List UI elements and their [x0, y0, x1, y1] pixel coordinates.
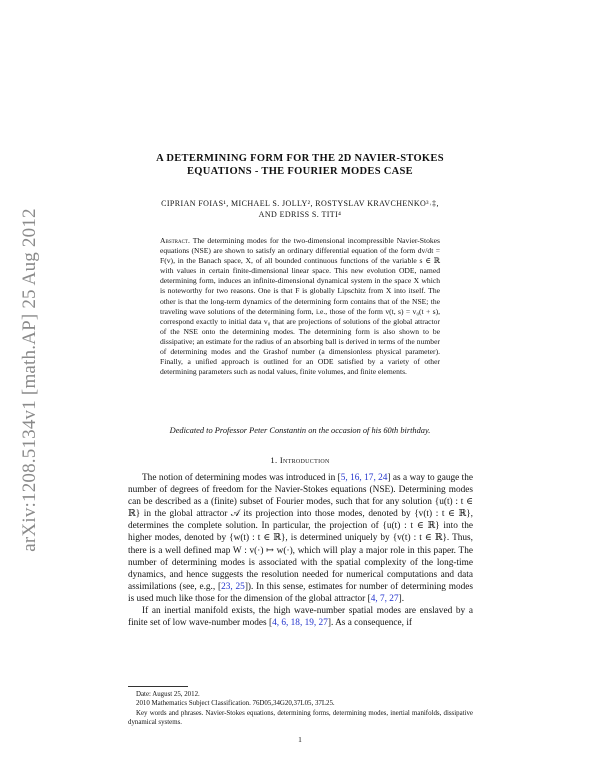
title-line-2: EQUATIONS - THE FOURIER MODES CASE	[187, 166, 413, 177]
citation-link[interactable]: 4, 7, 27	[370, 593, 399, 604]
paragraph-1	[128, 472, 473, 605]
footnote-date: Date: August 25, 2012.	[136, 691, 200, 698]
citation-link[interactable]: 4, 6, 18, 19, 27	[272, 618, 328, 629]
footnote-msc: 2010 Mathematics Subject Classification. 76D05,34G20,37L05, 37L25.	[136, 700, 335, 708]
abstract-text: The determining modes for the two-dimensional incompressible Navier-Stokes equations (NSE) are shown to satisfy an ordinary differential equation of the form dv/dt = F(v), in the Banach space, X, of all bounded continuous functions of the variable s ∈ ℝ with values in certain finite-dimensional linear space. This new evolution ODE, named determining form, induces an infinite-dimensional dynamical system in the space X which is noteworthy for two reasons. One is that F is globally Lipschitz from X into itself. The other is that the long-term dynamics of the determining form contains that of the NSE; the traveling wave solutions of the determining form, i.e., those of the form v(t, s) = v₀(t + s), correspond exactly to initial data v₀ that are projections of solutions of the global attractor of the NSE onto the determining modes. The determining form is also shown to be dissipative; an estimate for the radius of an absorbing ball is derived in terms of the number of determining modes and the Grashof number (a dimensionless physical parameter). Finally, a unified approach is outlined for an ODE satisfied by a variety of other determining parameters such as nodal values, finite volumes, and finite elements.	[160, 236, 440, 377]
footnote-keywords: Key words and phrases. Navier-Stokes equations, determining forms, determining modes, inertial manifolds, dissipative dynamical systems.	[128, 709, 473, 727]
footnotes	[128, 690, 473, 728]
footnote-rule	[128, 686, 188, 687]
author-list	[120, 198, 480, 220]
page-number: 1	[298, 735, 302, 744]
section-heading: 1. Introduction	[270, 455, 330, 465]
paper-title	[120, 152, 480, 178]
paragraph-2	[128, 605, 473, 629]
text-run: ] as a way to gauge the number of degrees of freedom for the Navier-Stokes equations (NSE). Determining modes can be described as a (finite) subset of Fourier modes, such that for any solution {u(t) : t ∈ ℝ} in the global attractor 𝒜 its projection into those modes, denoted by {v(t) : t ∈ ℝ}, determines the complete solution. In particular, the projection of {u(t) : t ∈ ℝ} into the higher modes, denoted by {w(t) : t ∈ ℝ}, is determined uniquely by {v(t) : t ∈ ℝ}. Thus, there is a well defined map W : v(·) ↦ w(·), which will play a major role in this paper. The number of determining modes is associated with the spatial complexity of the long-time dynamics, and hence suggests the resolution needed for numerical computations and data assimilations (see, e.g., [	[128, 473, 473, 592]
text-run: If an inertial manifold exists, the high wave-number spatial modes are enslaved by a finite set of low wave-number modes [	[128, 606, 473, 629]
title-line-1: A DETERMINING FORM FOR THE 2D NAVIER-STOKES	[156, 153, 444, 164]
body-text	[128, 472, 473, 629]
citation-link[interactable]: 23, 25	[221, 581, 245, 592]
citation-link[interactable]: 5, 16, 17, 24	[340, 473, 388, 483]
dedication: Dedicated to Professor Peter Constantin on the occasion of his 60th birthday.	[169, 426, 431, 435]
text-run: ]. As a consequence, if	[327, 618, 413, 629]
authors-line-2: AND EDRISS S. TITI⁴	[258, 210, 342, 219]
text-run: ]). In this sense, estimates for number of determining modes is used much like those for the dimension of the global attractor [	[128, 581, 473, 604]
abstract	[160, 236, 440, 377]
abstract-label: Abstract.	[160, 236, 190, 245]
arxiv-stamp-text: arXiv:1208.5134v1 [math.AP] 25 Aug 2012	[19, 208, 40, 552]
text-run: ].	[398, 593, 405, 604]
text-run: The notion of determining modes was introduced in [	[142, 473, 341, 483]
authors-line-1: CIPRIAN FOIAS¹, MICHAEL S. JOLLY², ROSTYSLAV KRAVCHENKO³˒‡,	[161, 199, 439, 208]
arxiv-stamp	[10, 180, 50, 580]
